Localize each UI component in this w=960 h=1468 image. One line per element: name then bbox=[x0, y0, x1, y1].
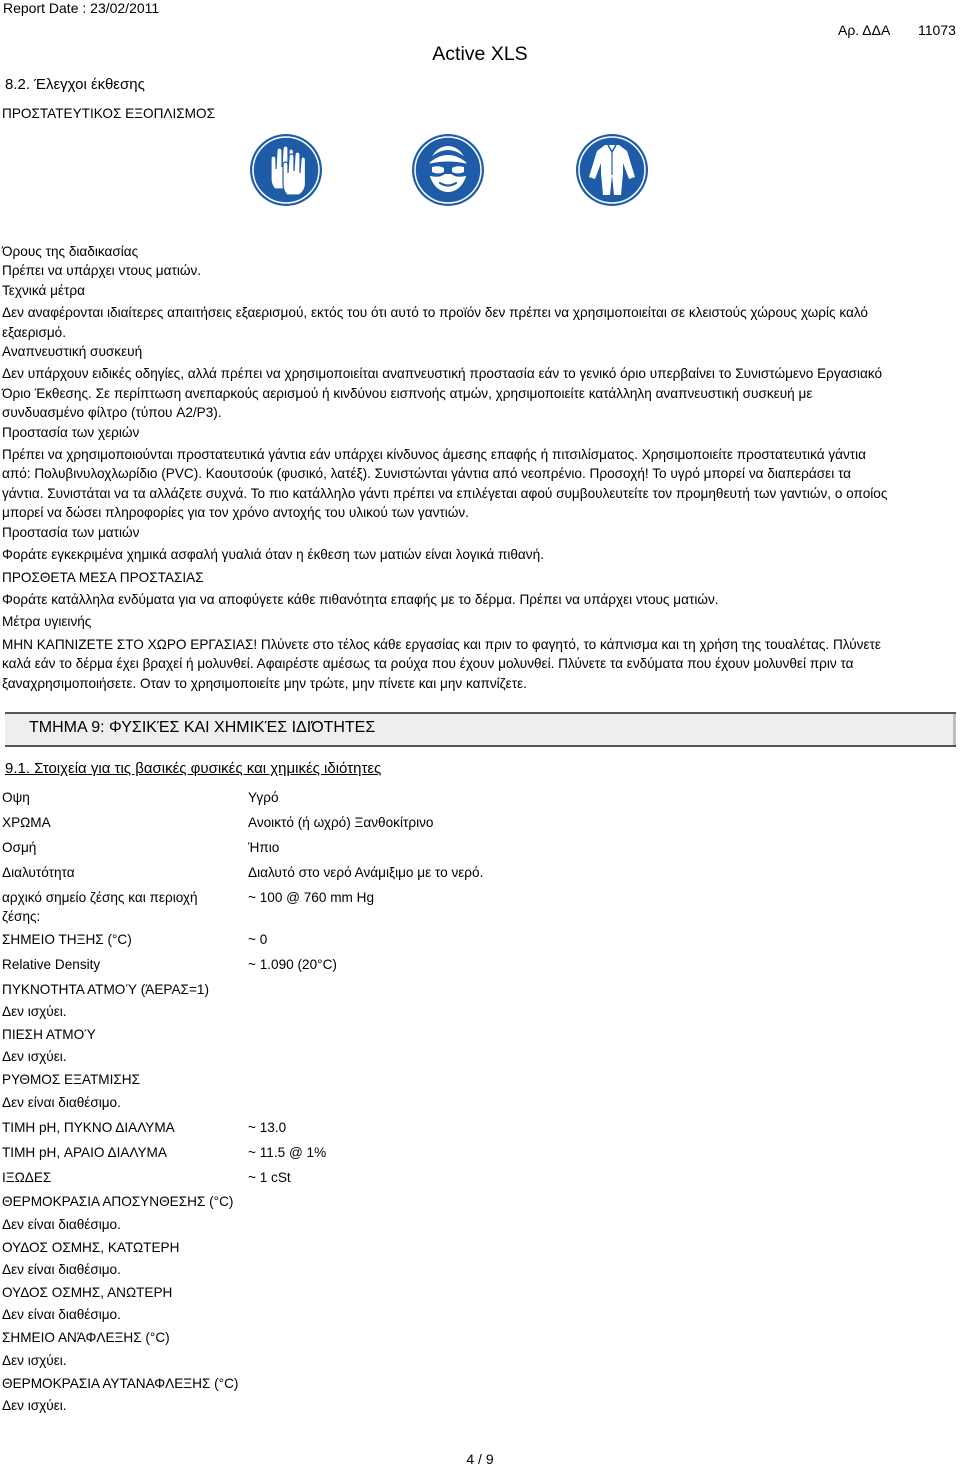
property-row bbox=[2, 888, 602, 927]
property-row bbox=[2, 863, 602, 882]
property-value: ~ 100 @ 760 mm Hg bbox=[248, 889, 375, 905]
property-stacked bbox=[2, 1328, 602, 1370]
property-name: Διαλυτότητα bbox=[2, 864, 75, 880]
property-value: Δεν είναι διαθέσιμο. bbox=[2, 1216, 121, 1232]
property-name: ΘΕΡΜΟΚΡΑΣΙΑ ΑΥΤΑΝΑΦΛΕΞΗΣ (°C) bbox=[2, 1375, 239, 1391]
hygiene-measures-text: ΜΗΝ ΚΑΠΝΙΖΕΤΕ ΣΤΟ ΧΩΡΟ ΕΡΓΑΣΙΑΣ! Πλύνετε στο τέλος κάθε εργασίας και πριν το φαγητό, το κάπνισμα και τη χρήση της τουαλέτας. Πλύνετε καλά εάν το δέρμα έχει βραχεί ή μολυνθεί. Αφαιρέστε αμέσως τα ρούχα που έχουν μολυνθεί. Πλύνετε τα ενδύματα που έχουν μολυνθεί πριν τα ξαναχρησιμοποιήσετε. Οταν το χρησιμοποιείτε μην τρώτε, μην πίνετε και μην καπνίζετε. bbox=[2, 636, 881, 691]
technical-measures-text: Δεν αναφέρονται ιδιαίτερες απαιτήσεις εξαερισμού, εκτός του ότι αυτό το προϊόν δεν πρέπει να χρησιμοποιείται σε κλειστούς χώρους χωρίς καλό εξαερισμό. bbox=[2, 305, 868, 340]
property-value: Δεν ισχύει. bbox=[2, 1398, 67, 1414]
property-name: Relative Density bbox=[2, 956, 101, 972]
ppe-heading: ΠΡΟΣΤΑΤΕΥΤΙΚΟΣ ΕΞΟΠΛΙΣΜΟΣ bbox=[2, 106, 215, 121]
property-stacked bbox=[2, 1192, 602, 1234]
property-name: ΣΗΜΕΙΟ ΤΗΞΗΣ (°C) bbox=[2, 931, 132, 947]
property-row bbox=[2, 838, 602, 857]
property-name: ΟΥΔΟΣ ΟΣΜΗΣ, ΑΝΩΤΕΡΗ bbox=[2, 1285, 173, 1301]
sds-number: 11073 bbox=[918, 22, 956, 38]
property-name: αρχικό σημείο ζέσης και περιοχή ζέσης: bbox=[2, 889, 198, 925]
protective-suit-icon bbox=[575, 133, 649, 207]
technical-measures-label: Τεχνικά μέτρα bbox=[2, 282, 85, 298]
property-value: ~ 1 cSt bbox=[248, 1169, 291, 1185]
eye-protection-text: Φοράτε εγκεκριμένα χημικά ασφαλή γυαλιά όταν η έκθεση των ματιών είναι λογικά πιθανή. bbox=[2, 547, 544, 563]
respiratory-label: Αναπνευστική συσκευή bbox=[2, 344, 143, 360]
property-value: Δεν είναι διαθέσιμο. bbox=[2, 1262, 121, 1278]
page-number: 4 / 9 bbox=[466, 1451, 494, 1467]
report-date: Report Date : 23/02/2011 bbox=[3, 0, 160, 16]
property-value: ~ 0 bbox=[248, 931, 268, 947]
process-conditions-label: Όρους της διαδικασίας bbox=[2, 244, 139, 259]
property-name: ΤΙΜΗ pH, ΑΡΑΙΟ ΔΙΑΛΥΜΑ bbox=[2, 1144, 167, 1160]
hand-protection-label: Προστασία των χεριών bbox=[2, 424, 140, 440]
section-9-header-bar bbox=[5, 712, 956, 747]
section-8-2-body bbox=[2, 242, 894, 693]
property-stacked bbox=[2, 1070, 602, 1112]
property-name: ΘΕΡΜΟΚΡΑΣΙΑ ΑΠΟΣΥΝΘΕΣΗΣ (°C) bbox=[2, 1194, 234, 1210]
app-title: Active XLS bbox=[432, 43, 528, 65]
properties-list bbox=[2, 788, 602, 1415]
section-9-1-title: 9.1. Στοιχεία για τις βασικές φυσικές και χημικές ιδιότητες bbox=[5, 760, 382, 777]
additional-protection-text: Φοράτε κατάλληλα ενδύματα για να αποφύγετε κάθε πιθανότητα επαφής με το δέρμα. Πρέπει να υπάρχει ντους ματιών. bbox=[2, 591, 719, 607]
property-stacked bbox=[2, 980, 602, 1022]
property-row bbox=[2, 1168, 602, 1187]
property-value: Δεν είναι διαθέσιμο. bbox=[2, 1094, 121, 1110]
property-value: Διαλυτό στο νερό Ανάμιξιμο με το νερό. bbox=[248, 864, 484, 880]
property-stacked bbox=[2, 1238, 602, 1280]
property-value: Υγρό bbox=[248, 790, 279, 805]
property-stacked bbox=[2, 1025, 602, 1067]
hygiene-measures-label: Μέτρα υγιεινής bbox=[2, 614, 92, 630]
property-value: Δεν είναι διαθέσιμο. bbox=[2, 1307, 121, 1323]
property-row bbox=[2, 930, 602, 949]
property-name: Οσμή bbox=[2, 839, 37, 855]
respiratory-text: Δεν υπάρχουν ειδικές οδηγίες, αλλά πρέπει να χρησιμοποιείται αναπνευστική προστασία εάν το γενικό όριο υπερβαίνει το Συνιστώμενο Εργασιακό Όριο Έκθεσης. Σε περίπτωση ανεπαρκούς αερισμού ή κινδύνου εισπνοής ατμών, χρησιμοποιείτε κατάλληλη αναπνευστική συσκευή με συνδυασμένο φίλτρο (τύπου A2/P3). bbox=[2, 366, 883, 421]
property-row bbox=[2, 1143, 602, 1162]
section-9-title: ΤΜΗΜΑ 9: ΦΥΣΙΚΈΣ ΚΑΙ ΧΗΜΙΚΈΣ ΙΔΙΌΤΗΤΕΣ bbox=[29, 719, 376, 736]
property-stacked bbox=[2, 1374, 602, 1416]
property-name: ΡΥΘΜΟΣ ΕΞΑΤΜΙΣΗΣ bbox=[2, 1072, 141, 1088]
gloves-icon bbox=[249, 133, 323, 207]
hand-protection-text: Πρέπει να χρησιμοποιούνται προστατευτικά γάντια εάν υπάρχει κίνδυνος άμεσης επαφής ή πιτσιλίσματος. Χρησιμοποιείτε προστατευτικά γάντια από: Πολυβινυλοχλωρίδιο (PVC). Καουτσούκ (φυσικό, λατέξ). Συνιστώνται γάντια από νεοπρένιο. Προσοχή! Το υγρό μπορεί να διαπεράσει τα γάντια. Συνιστάται να τα αλλάζετε συχνά. Το πιο κατάλληλο γάντι πρέπει να επιλέγεται αφού συμβουλευτείτε τον προμηθευτή των γαντιών, ο οποίος μπορεί να δώσει πληροφορίες για τον χρόνο αντοχής του υλικού των γαντιών. bbox=[2, 447, 888, 521]
goggles-icon bbox=[411, 133, 485, 207]
property-name: ΠΙΕΣΗ ΑΤΜΟΎ bbox=[2, 1027, 96, 1043]
property-row bbox=[2, 955, 602, 974]
property-name: ΠΥΚΝΟΤΗΤΑ ΑΤΜΟΎ (ΆΕΡΑΣ=1) bbox=[2, 981, 209, 997]
property-value: Ανοικτό (ή ωχρό) Ξανθοκίτρινο bbox=[248, 814, 434, 830]
property-value: Δεν ισχύει. bbox=[2, 1049, 67, 1065]
additional-protection-label: ΠΡΟΣΘΕΤΑ ΜΕΣΑ ΠΡΟΣΤΑΣΙΑΣ bbox=[2, 569, 204, 585]
eye-protection-label: Προστασία των ματιών bbox=[2, 524, 140, 540]
property-name: ΧΡΩΜΑ bbox=[2, 814, 51, 830]
property-value: ~ 13.0 bbox=[248, 1119, 287, 1135]
property-value: Δεν ισχύει. bbox=[2, 1352, 67, 1368]
property-name: ΟΥΔΟΣ ΟΣΜΗΣ, ΚΑΤΩΤΕΡΗ bbox=[2, 1239, 180, 1255]
property-row bbox=[2, 788, 602, 807]
section-8-2-title: 8.2. Έλεγχοι έκθεσης bbox=[5, 76, 145, 93]
property-value: Δεν ισχύει. bbox=[2, 1004, 67, 1020]
property-name: ΣΗΜΕΙΟ ΑΝΆΦΛΕΞΗΣ (°C) bbox=[2, 1330, 170, 1346]
property-name: Οψη bbox=[2, 790, 30, 805]
process-conditions-text: Πρέπει να υπάρχει ντους ματιών. bbox=[2, 263, 202, 279]
sds-number-label: Αρ. ΔΔΑ bbox=[838, 22, 891, 38]
property-stacked bbox=[2, 1283, 602, 1325]
property-value: ~ 1.090 (20°C) bbox=[248, 956, 337, 972]
property-name: ΤΙΜΗ pH, ΠΥΚΝΟ ΔΙΑΛΥΜΑ bbox=[2, 1119, 175, 1135]
property-row bbox=[2, 1118, 602, 1137]
property-name: ΙΞΩΔΕΣ bbox=[2, 1169, 52, 1185]
property-row bbox=[2, 813, 602, 832]
property-value: ~ 11.5 @ 1% bbox=[248, 1144, 327, 1160]
property-value: Ήπιο bbox=[248, 839, 280, 855]
